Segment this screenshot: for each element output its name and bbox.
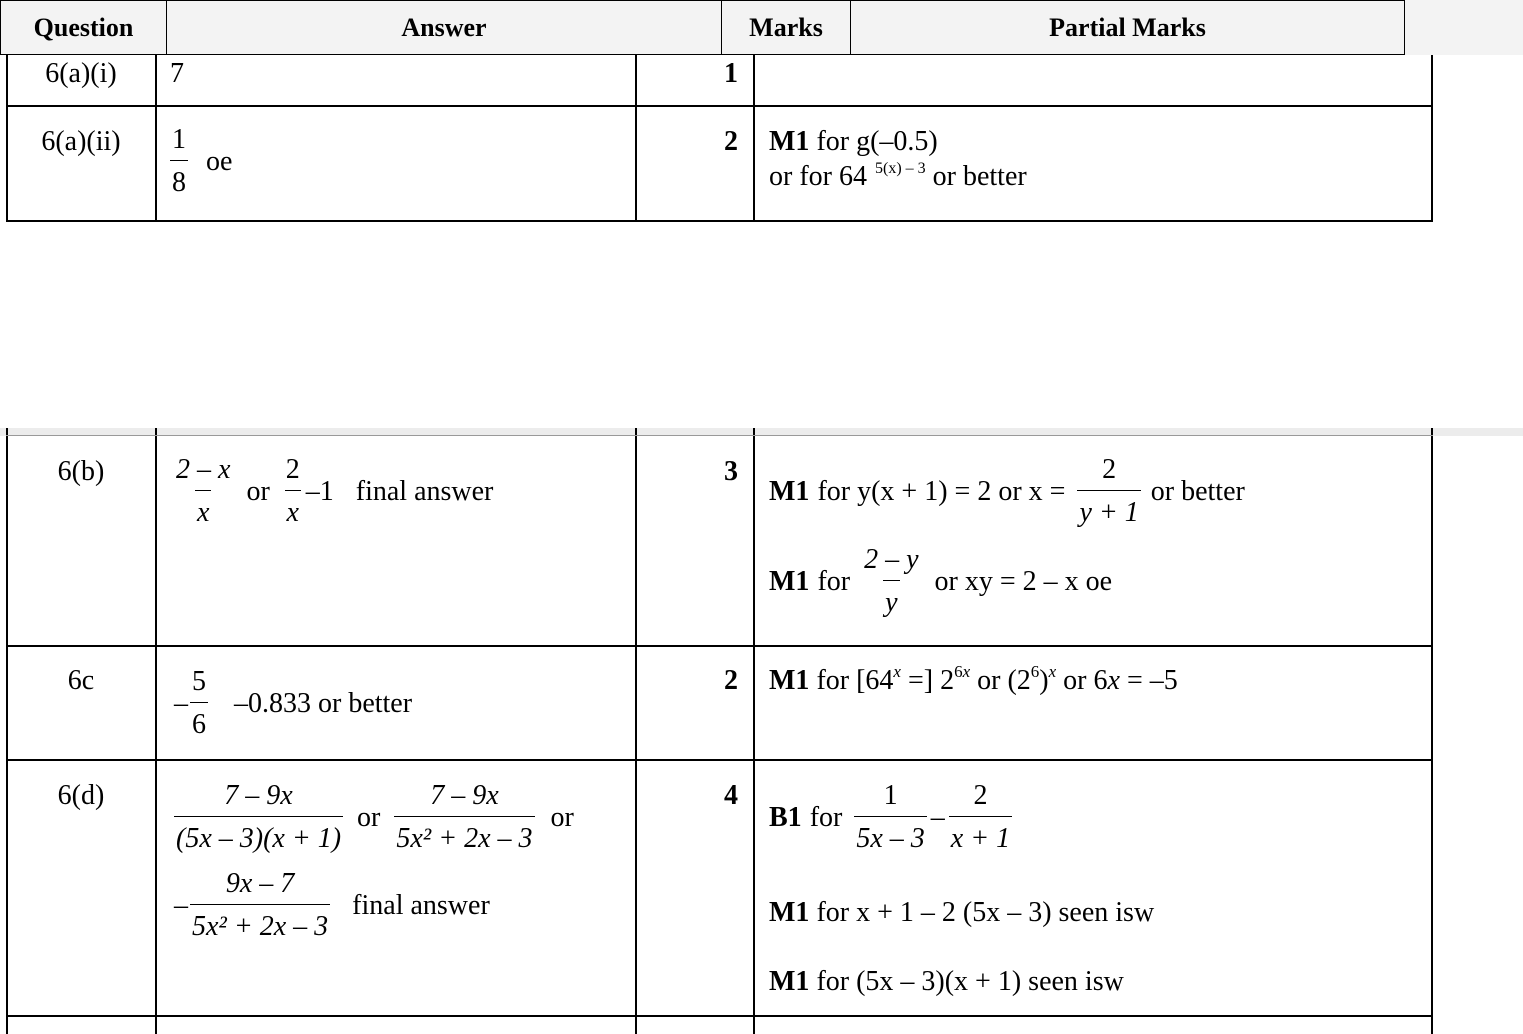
minus-sign: – — [930, 801, 945, 833]
question-cell: 6(d) — [57, 780, 105, 811]
answer-cell — [174, 456, 493, 527]
fraction-denominator: x — [195, 490, 211, 527]
partial-marks-line-2 — [769, 160, 1027, 192]
header-partial-marks: Partial Marks — [850, 0, 1405, 55]
question-cell: 6(b) — [57, 456, 105, 487]
question-cell: 6(a)(i) — [45, 58, 117, 89]
answer-suffix: final answer — [352, 889, 490, 921]
fraction-numerator: 1 — [883, 780, 898, 811]
mark-code: M1 — [769, 475, 810, 507]
minus-sign: – — [174, 889, 188, 921]
mark-text: or better — [932, 161, 1027, 192]
answer-line-2 — [174, 870, 490, 941]
fraction-numerator: 1 — [172, 124, 186, 155]
mark-text: or xy = 2 – x oe — [934, 565, 1113, 597]
or-text: or — [246, 475, 270, 507]
fraction-numerator: 2 – y — [864, 544, 919, 575]
mark-text: for — [817, 565, 851, 597]
fraction-numerator: 7 – 9x — [430, 780, 499, 811]
mark-text: for (5x – 3)(x + 1) seen isw — [816, 966, 1124, 997]
question-cell: 6(a)(ii) — [41, 126, 121, 157]
fraction-denominator: y — [883, 580, 899, 617]
fraction-numerator: 2 – x — [176, 454, 231, 485]
marks-cell: 1 — [724, 58, 738, 89]
fraction-denominator: 8 — [170, 160, 188, 197]
question-cell: 6c — [67, 665, 95, 696]
mark-text: for y(x + 1) = 2 or x = — [817, 475, 1066, 507]
mark-text: for x + 1 – 2 (5x – 3) seen isw — [816, 897, 1155, 928]
mark-text: for [$64^x$ =] $2^{6x}$ or $(2^6)^x$ or 6x = –5 — [816, 662, 1178, 696]
fraction-denominator: 5x² + 2x – 3 — [394, 816, 534, 853]
table-header — [0, 0, 1523, 55]
fraction-numerator: 2 — [1102, 454, 1117, 485]
mark-code: M1 — [769, 565, 810, 597]
header-marks: Marks — [721, 0, 851, 55]
exponent: 5(x) – 3 — [874, 160, 926, 177]
mark-code: M1 — [769, 665, 810, 696]
partial-marks-line-2 — [769, 546, 1112, 617]
partial-marks-line-3 — [769, 968, 1124, 996]
partial-marks-cell — [769, 662, 1178, 696]
header-answer: Answer — [166, 0, 722, 55]
mark-text: for g(–0.5) — [816, 126, 938, 157]
fraction-denominator: 5x – 3 — [854, 816, 926, 853]
answer-cell: 7 — [170, 58, 184, 89]
answer-cell — [174, 668, 412, 739]
fraction-numerator: 5 — [192, 666, 206, 697]
fraction-denominator: x — [285, 490, 301, 527]
minus-sign: – — [174, 687, 188, 719]
answer-line-1 — [174, 782, 574, 853]
marks-cell: 4 — [724, 780, 738, 811]
partial-marks-line-1 — [769, 782, 1016, 853]
mark-text: or better — [1150, 475, 1245, 507]
marks-cell: 2 — [724, 126, 738, 157]
mark-text: or for 64 — [769, 161, 867, 192]
fraction-denominator: y + 1 — [1077, 490, 1140, 527]
answer-suffix: oe — [206, 145, 233, 177]
mark-text: for — [809, 801, 843, 833]
answer-decimal: –0.833 or better — [234, 687, 413, 719]
header-question: Question — [0, 0, 167, 55]
mark-code: B1 — [769, 801, 802, 833]
fraction-denominator: x + 1 — [949, 816, 1012, 853]
marks-cell: 3 — [724, 456, 738, 487]
fraction-numerator: 2 — [285, 454, 300, 485]
or-text: or — [550, 801, 574, 833]
fraction-denominator: (5x – 3)(x + 1) — [174, 816, 343, 853]
answer-suffix: final answer — [355, 475, 494, 507]
fraction-numerator: 7 – 9x — [224, 780, 293, 811]
fraction-denominator: 6 — [190, 702, 208, 739]
minus-one: –1 — [305, 475, 334, 507]
or-text: or — [357, 801, 381, 833]
partial-marks-cell — [769, 128, 938, 156]
fraction-numerator: 2 — [973, 780, 988, 811]
partial-marks-line-1 — [769, 456, 1245, 527]
mark-code: M1 — [769, 126, 810, 157]
mark-code: M1 — [769, 966, 810, 997]
answer-cell — [170, 126, 232, 197]
fraction-denominator: 5x² + 2x – 3 — [190, 904, 330, 941]
marks-cell: 2 — [724, 665, 738, 696]
mark-code: M1 — [769, 897, 810, 928]
fraction-numerator: 9x – 7 — [225, 868, 295, 899]
partial-marks-line-2 — [769, 899, 1154, 927]
